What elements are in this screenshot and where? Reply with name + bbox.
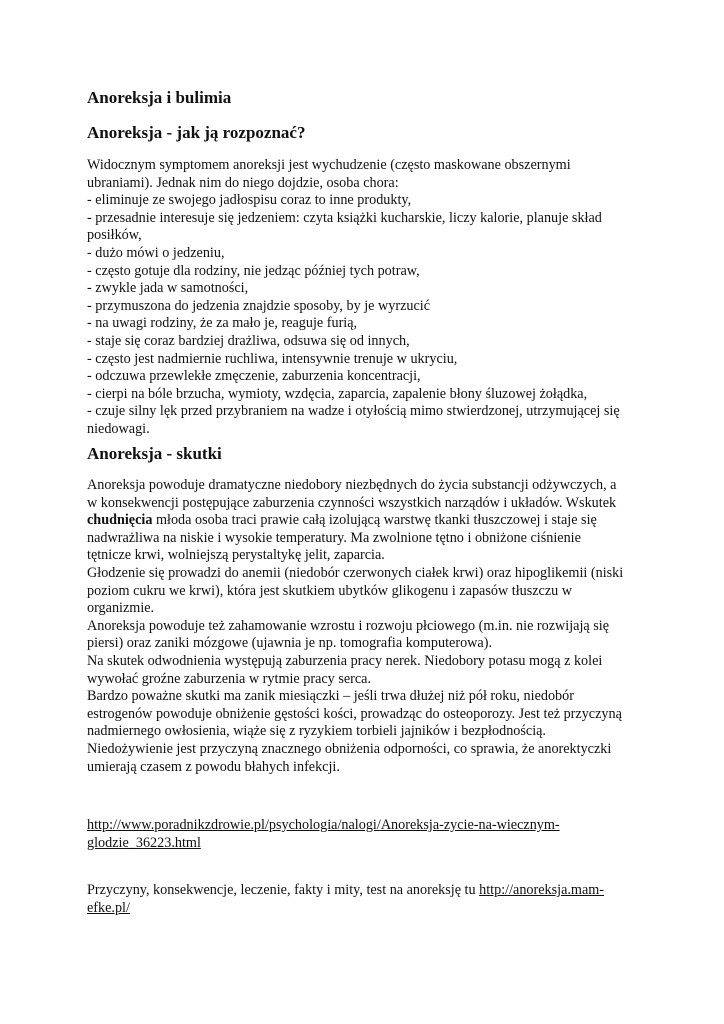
source-link-line1: http://www.poradnikzdrowie.pl/psychologia/nalogi/Anoreksja-zycie-na-wiecznym- — [87, 817, 560, 833]
text-line: poziom cukru we krwi), która jest skutkiem ubytków glikogenu i zapasów tłuszczu w — [87, 582, 573, 599]
list-item: - staje się coraz bardziej drażliwa, odsuwa się od innych, — [87, 332, 410, 349]
list-item: - często jest nadmiernie ruchliwa, intensywnie trenuje w ukryciu, — [87, 350, 458, 367]
text-line: Głodzenie się prowadzi do anemii (niedobór czerwonych ciałek krwi) oraz hipoglikemii (niski — [87, 564, 624, 581]
list-item: - odczuwa przewlekłe zmęczenie, zaburzenia koncentracji, — [87, 368, 421, 385]
list-item: - często gotuje dla rodziny, nie jedząc później tych potraw, — [87, 262, 420, 279]
text-line: nadmiernego owłosienia, wiąże się z ryzykiem torbieli jajników i bezpłodnością. — [87, 723, 546, 740]
list-item: - przymuszona do jedzenia znajdzie sposoby, by je wyrzucić — [87, 297, 430, 314]
list-item: - zwykle jada w samotności, — [87, 280, 249, 297]
list-item: niedowagi. — [87, 420, 150, 437]
document-title: Anoreksja i bulimia — [87, 88, 232, 107]
bold-term: chudnięcia — [87, 512, 153, 529]
source-link-block — [87, 817, 647, 852]
section-body-recognize — [87, 157, 647, 439]
list-item: - eliminuje ze swojego jadłospisu coraz to inne produkty, — [87, 192, 412, 209]
text-line: Anoreksja powoduje dramatyczne niedobory niezbędnych do życia substancji odżywczych, a — [87, 477, 617, 493]
section-heading-recognize: Anoreksja - jak ją rozpoznać? — [87, 123, 306, 142]
list-item: - na uwagi rodziny, że za mało je, reaguje furią, — [87, 315, 358, 332]
text-line: piersi) oraz zaniki mózgowe (ujawnia je np. tomografia komputerowa). — [87, 635, 492, 652]
text-line: umierają czasem z powodu błahych infekcji. — [87, 758, 340, 775]
text-line: Widocznym symptomem anoreksji jest wychudzenie (często maskowane obszernymi — [87, 157, 571, 173]
section-body-effects — [87, 477, 647, 776]
source-link[interactable] — [87, 817, 647, 835]
footer-link-continuation[interactable]: efke.pl/ — [87, 899, 130, 916]
text-line: Niedożywienie jest przyczyną znacznego obniżenia odporności, co sprawia, że anorektyczki — [87, 740, 612, 757]
footer-note — [87, 882, 647, 917]
text-line: wywołać groźne zaburzenia w rytmie pracy serca. — [87, 670, 371, 687]
list-item: - dużo mówi o jedzeniu, — [87, 244, 225, 261]
section-heading-effects: Anoreksja - skutki — [87, 444, 222, 463]
text-line — [87, 512, 647, 530]
text-line: Bardzo poważne skutki ma zanik miesiączki – jeśli trwa dłużej niż pół roku, niedobór — [87, 688, 574, 705]
source-link-continuation[interactable] — [87, 835, 647, 853]
text-line: ubraniami). Jednak nim do niego dojdzie, osoba chora: — [87, 174, 399, 191]
list-item: - czuje silny lęk przed przybraniem na wadze i otyłością mimo stwierdzonej, utrzymującej się — [87, 403, 620, 420]
text-line: w konsekwencji postępujące zaburzenia czynności wszystkich narządów i układów. Wskutek — [87, 494, 617, 511]
footer-text: Przyczyny, konsekwencje, leczenie, fakty i mity, test na anoreksję tu — [87, 882, 480, 898]
list-item: - cierpi na bóle brzucha, wymioty, wzdęcia, zaparcia, zapalenie błony śluzowej żołądka, — [87, 385, 588, 402]
list-item: - przesadnie interesuje się jedzeniem: czyta książki kucharskie, liczy kalorie, planuje skład — [87, 209, 602, 226]
text-line: Anoreksja powoduje też zahamowanie wzrostu i rozwoju płciowego (m.in. nie rozwijają się — [87, 617, 610, 634]
text-run: młoda osoba traci prawie całą izolującą warstwę tkanki tłuszczowej i staje się — [152, 512, 597, 529]
text-line: organizmie. — [87, 600, 155, 617]
source-link-line2: glodzie_36223.html — [87, 834, 201, 851]
text-line: nadwrażliwa na niskie i wysokie temperatury. Ma zwolnione tętno i obniżone ciśnienie — [87, 529, 581, 546]
text-line: Na skutek odwodnienia występują zaburzenia pracy nerek. Niedobory potasu mogą z kolei — [87, 652, 603, 669]
footer-line — [87, 882, 647, 900]
footer-link[interactable]: http://anoreksja.mam- — [479, 882, 605, 898]
text-line: estrogenów powoduje obniżenie gęstości kości, prowadząc do osteoporozy. Jest też przyczyną — [87, 705, 622, 722]
text-line: tętnicze krwi, wolniejszą perystaltykę jelit, zaparcia. — [87, 547, 385, 564]
list-item: posiłków, — [87, 227, 142, 244]
